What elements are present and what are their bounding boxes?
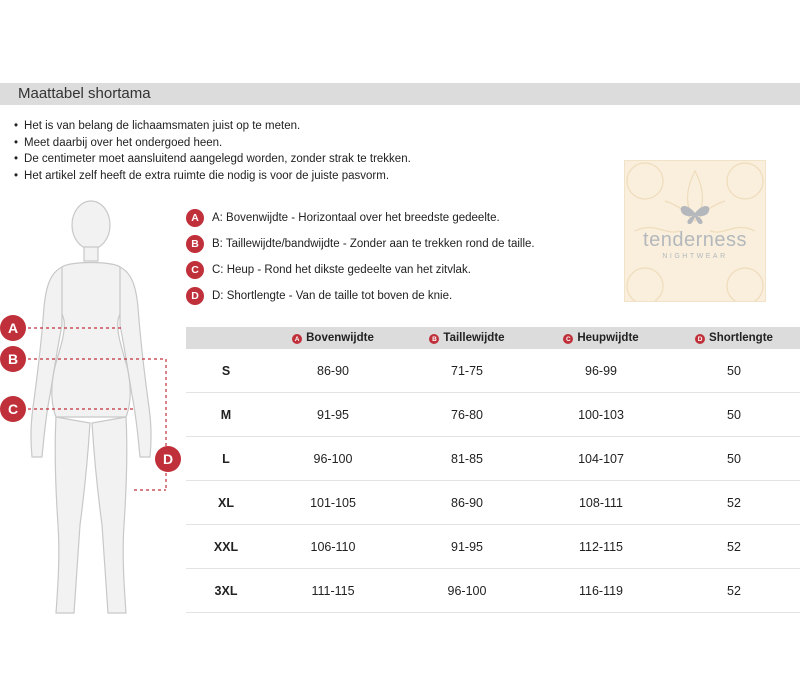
value-cell: 86-90 bbox=[400, 481, 534, 525]
table-row bbox=[186, 349, 800, 393]
value-cell: 96-99 bbox=[534, 349, 668, 393]
value-cell: 50 bbox=[668, 437, 800, 481]
table-header-row bbox=[186, 327, 800, 349]
marker-d: D bbox=[155, 446, 181, 472]
size-table bbox=[186, 327, 800, 613]
value-cell: 104-107 bbox=[534, 437, 668, 481]
value-cell: 86-90 bbox=[266, 349, 400, 393]
body-figure bbox=[0, 195, 185, 635]
badge-b: B bbox=[186, 235, 204, 253]
badge-c: C bbox=[186, 261, 204, 279]
badge-d: D bbox=[695, 334, 705, 344]
legend-item-c bbox=[186, 260, 471, 280]
value-cell: 52 bbox=[668, 525, 800, 569]
legend-text: B: Taillewijdte/bandwijdte - Zonder aan te trekken rond de taille. bbox=[212, 238, 535, 250]
value-cell: 52 bbox=[668, 569, 800, 613]
value-cell: 96-100 bbox=[266, 437, 400, 481]
value-cell: 100-103 bbox=[534, 393, 668, 437]
value-cell: 116-119 bbox=[534, 569, 668, 613]
value-cell: 50 bbox=[668, 349, 800, 393]
instruction-item: • De centimeter moet aansluitend aangelegd worden, zonder strak te trekken. bbox=[14, 151, 411, 168]
marker-a: A bbox=[0, 315, 26, 341]
marker-c: C bbox=[0, 396, 26, 422]
instruction-item: • Meet daarbij over het ondergoed heen. bbox=[14, 135, 411, 152]
brand-logo bbox=[624, 160, 766, 302]
header-bovenwijdte: A Bovenwijdte bbox=[266, 327, 400, 349]
value-cell: 106-110 bbox=[266, 525, 400, 569]
instructions-list bbox=[14, 118, 411, 184]
title-bar bbox=[0, 83, 800, 105]
legend-item-b bbox=[186, 234, 535, 254]
value-cell: 96-100 bbox=[400, 569, 534, 613]
value-cell: 111-115 bbox=[266, 569, 400, 613]
badge-a: A bbox=[186, 209, 204, 227]
value-cell: 81-85 bbox=[400, 437, 534, 481]
legend-text: D: Shortlengte - Van de taille tot boven de knie. bbox=[212, 290, 453, 302]
value-cell: 91-95 bbox=[266, 393, 400, 437]
value-cell: 71-75 bbox=[400, 349, 534, 393]
instruction-item: • Het artikel zelf heeft de extra ruimte die nodig is voor de juiste pasvorm. bbox=[14, 168, 411, 185]
badge-b: B bbox=[429, 334, 439, 344]
size-cell: M bbox=[186, 393, 266, 437]
marker-b: B bbox=[0, 346, 26, 372]
legend-item-a bbox=[186, 208, 500, 228]
table-row bbox=[186, 525, 800, 569]
legend-text: A: Bovenwijdte - Horizontaal over het breedste gedeelte. bbox=[212, 212, 500, 224]
badge-a: A bbox=[292, 334, 302, 344]
value-cell: 91-95 bbox=[400, 525, 534, 569]
header-size bbox=[186, 327, 266, 349]
size-cell: S bbox=[186, 349, 266, 393]
size-cell: XL bbox=[186, 481, 266, 525]
value-cell: 52 bbox=[668, 481, 800, 525]
legend-text: C: Heup - Rond het dikste gedeelte van het zitvlak. bbox=[212, 264, 471, 276]
badge-d: D bbox=[186, 287, 204, 305]
size-cell: 3XL bbox=[186, 569, 266, 613]
value-cell: 76-80 bbox=[400, 393, 534, 437]
size-cell: L bbox=[186, 437, 266, 481]
header-heupwijdte: C Heupwijdte bbox=[534, 327, 668, 349]
logo-subtitle: NIGHTWEAR bbox=[662, 253, 728, 260]
instruction-item: • Het is van belang de lichaamsmaten juist op te meten. bbox=[14, 118, 411, 135]
header-taillewijdte: B Taillewijdte bbox=[400, 327, 534, 349]
table-row bbox=[186, 437, 800, 481]
header-shortlengte: D Shortlengte bbox=[668, 327, 800, 349]
logo-wordmark: tenderness bbox=[643, 229, 747, 251]
size-cell: XXL bbox=[186, 525, 266, 569]
badge-c: C bbox=[563, 334, 573, 344]
value-cell: 112-115 bbox=[534, 525, 668, 569]
table-row bbox=[186, 393, 800, 437]
value-cell: 50 bbox=[668, 393, 800, 437]
table-row bbox=[186, 481, 800, 525]
value-cell: 101-105 bbox=[266, 481, 400, 525]
legend-item-d bbox=[186, 286, 452, 306]
table-row bbox=[186, 569, 800, 613]
value-cell: 108-111 bbox=[534, 481, 668, 525]
page-title: Maattabel shortama bbox=[18, 85, 151, 102]
